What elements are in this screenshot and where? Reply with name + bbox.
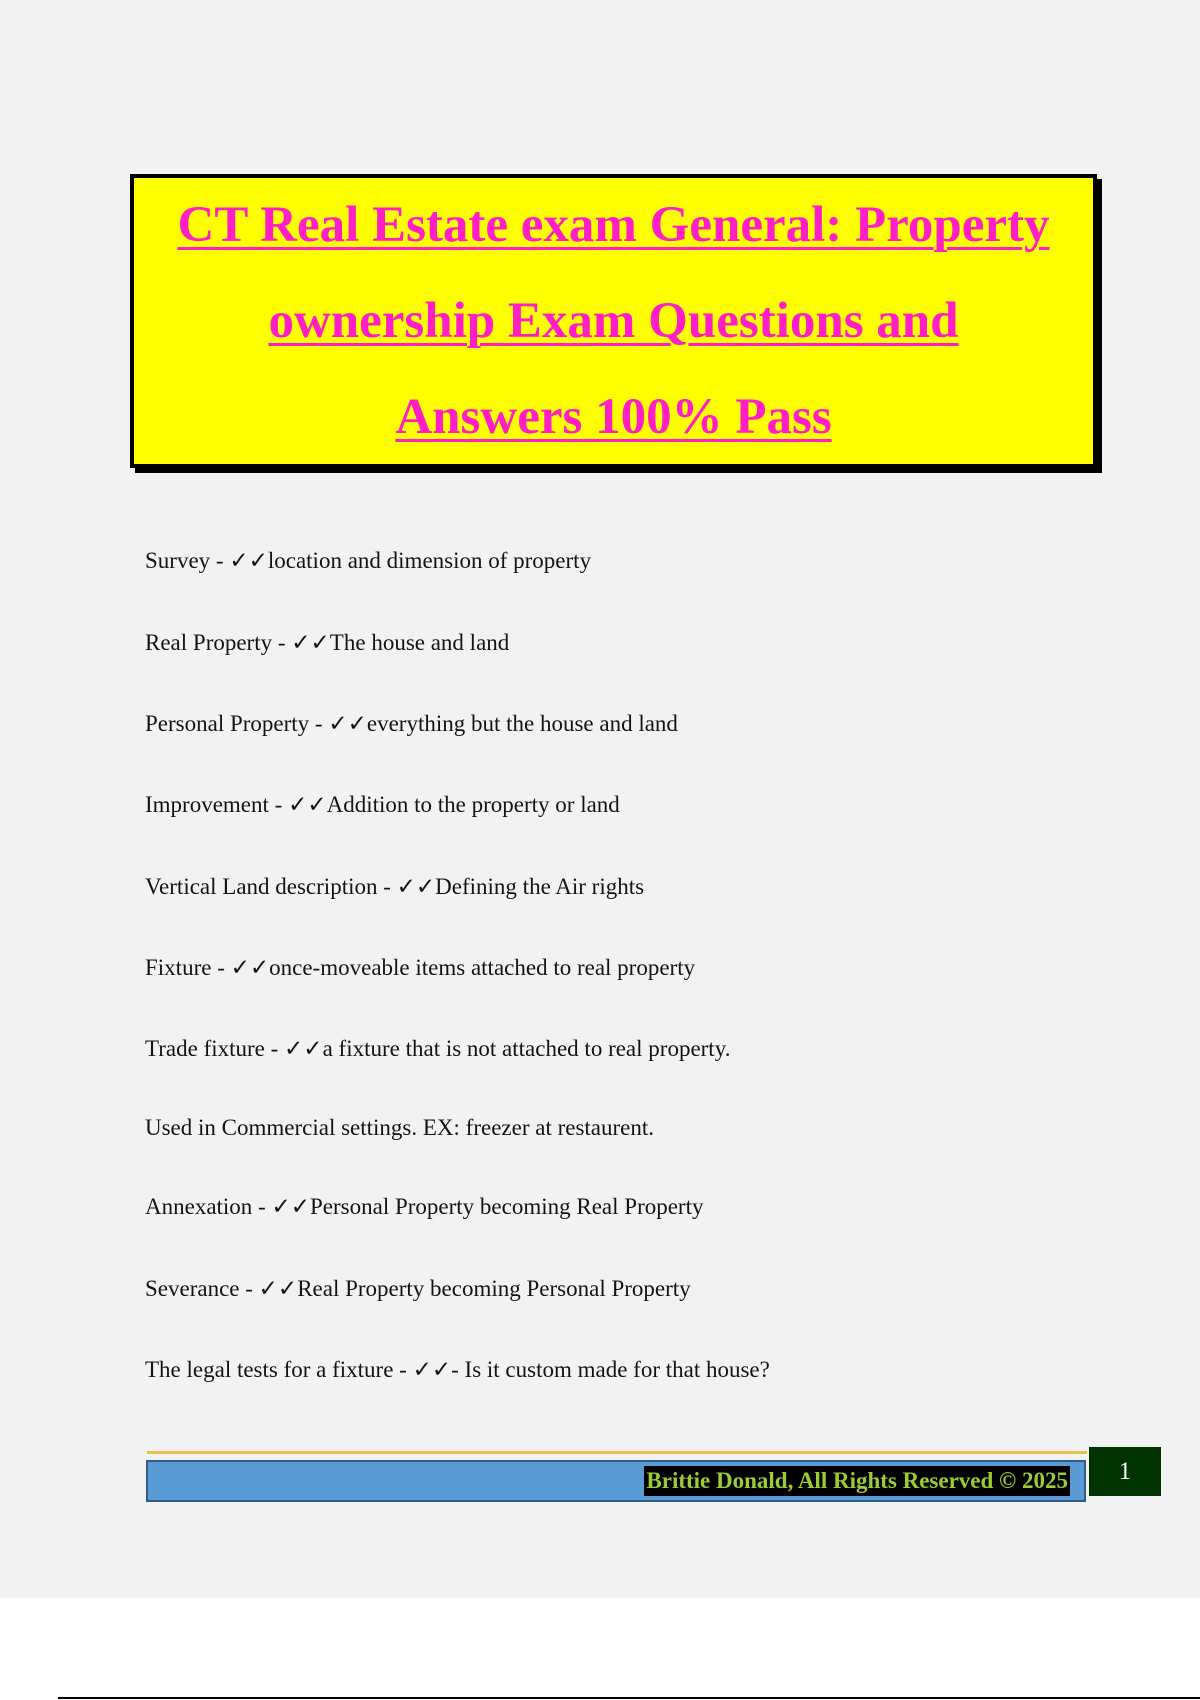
title-box (130, 174, 1097, 468)
qa-item-survey: Survey - ✓✓location and dimension of property (145, 548, 592, 573)
qa-item-severance: Severance - ✓✓Real Property becoming Personal Property (145, 1276, 691, 1301)
qa-item-personal-property: Personal Property - ✓✓everything but the house and land (145, 711, 678, 736)
footer-bar (146, 1460, 1086, 1502)
qa-item-trade-fixture-continued: Used in Commercial settings. EX: freezer at restaurent. (145, 1115, 655, 1140)
footer-divider (147, 1451, 1087, 1454)
page-number: 1 (1089, 1447, 1161, 1496)
copyright-text: Brittie Donald, All Rights Reserved © 2025 (644, 1466, 1070, 1496)
title-line-1: CT Real Estate exam General: Property (177, 197, 1050, 253)
qa-item-improvement: Improvement - ✓✓Addition to the property or land (145, 792, 620, 817)
title-line-2: ownership Exam Questions and (268, 293, 959, 349)
bottom-divider (58, 1697, 1200, 1699)
qa-item-vertical-land-description: Vertical Land description - ✓✓Defining the Air rights (145, 874, 645, 899)
qa-item-real-property: Real Property - ✓✓The house and land (145, 630, 510, 655)
qa-item-legal-tests-fixture: The legal tests for a fixture - ✓✓- Is it custom made for that house? (145, 1357, 770, 1382)
title-line-3: Answers 100% Pass (395, 389, 832, 445)
qa-item-annexation: Annexation - ✓✓Personal Property becoming Real Property (145, 1194, 704, 1219)
qa-item-fixture: Fixture - ✓✓once-moveable items attached to real property (145, 955, 696, 980)
qa-item-trade-fixture: Trade fixture - ✓✓a fixture that is not attached to real property. (145, 1036, 731, 1061)
